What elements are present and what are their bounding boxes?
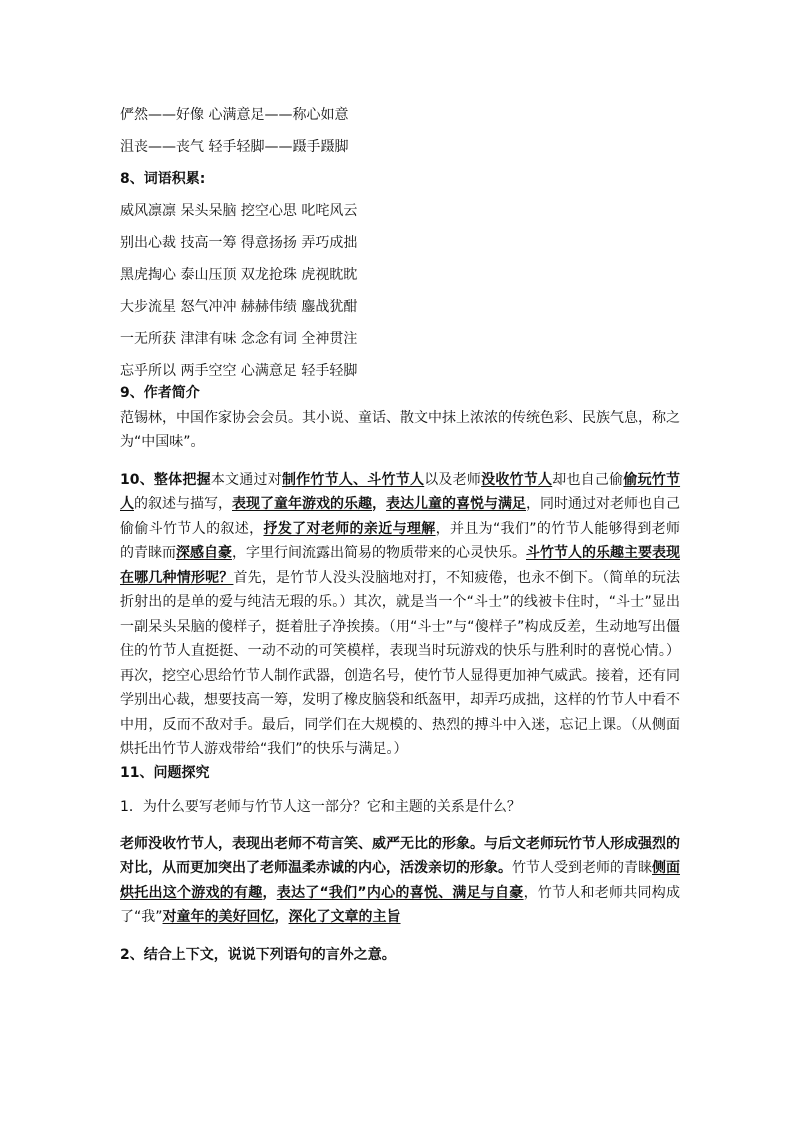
emphasis-run: 深感自豪 (176, 545, 232, 562)
text-run: ，字里行间流露出简易的物质带来的心灵快乐。 (232, 545, 526, 562)
emphasis-run: 表达了“我们”内心的喜悦、满足与自豪 (276, 884, 524, 901)
vocab-row-4: 大步流星 怒气冲冲 赫赫伟绩 鏖战犹酣 (120, 299, 358, 315)
synonym-line-1: 俨然——好像 心满意足——称心如意 (120, 107, 349, 123)
emphasis-run: 表现了童年游戏的乐趣 (232, 496, 372, 513)
document-page (120, 100, 680, 966)
section-11-title: 11、问题探究 (120, 764, 210, 781)
text-run: 本文通过对 (210, 471, 282, 488)
text-run: 老师没收竹节人，表现出老师不苟言笑、威严无比的形象。与后文老师玩竹节人形成强烈的对比，从而更加突出了老师温柔赤诚的内心，活泼亲切的形象。 (120, 835, 680, 877)
emphasis-run: 没收竹节人 (481, 471, 553, 488)
vocab-row-1: 威风凛凛 呆头呆脑 挖空心思 叱咤风云 (120, 203, 358, 219)
emphasis-run: 对童年的美好回忆 (162, 909, 275, 926)
text-run: ，竹节人和老师共同构成了“我” (120, 884, 681, 926)
section-9-title: 9、作者简介 (120, 385, 200, 401)
text-run: ，并且为“我们”的竹节人能够得到老师的青睐而 (120, 520, 681, 562)
synonym-line-2: 沮丧——丧气 轻手轻脚——蹑手蹑脚 (120, 139, 349, 155)
section-10-paragraph (120, 468, 680, 762)
text-run: ， (372, 496, 386, 513)
question-2: 2、结合上下文，说说下列语句的言外之意。 (120, 946, 396, 963)
text-run: 以及老师 (424, 471, 482, 488)
emphasis-run: 表达儿童的喜悦与满足 (386, 496, 526, 513)
vocab-row-5: 一无所获 津津有味 念念有词 全神贯注 (120, 331, 358, 347)
emphasis-run: 深化了文章的主旨 (288, 909, 401, 926)
text-run: ， (274, 909, 289, 926)
vocab-row-6: 忘乎所以 两手空空 心满意足 轻手轻脚 (120, 363, 358, 379)
text-run: 首先，是竹节人没头没脑地对打，不知疲倦，也永不倒下。（简单的玩法折射出的是单的爱与纯洁无瑕的乐。）其次，就是当一个“斗士”的线被卡住时，“斗士”显出一副呆头呆脑的傻样子，挺着肚子净挨揍。（用“斗士”与“傻样子”构成反差，生动地写出僵住的竹节人直挺挺、一动不动的可笑模样，表现当时玩游戏的快乐与胜利时的喜悦心情。）再次，挖空心思给竹节人制作武器，创造名号，使竹节人显得更加神气威武。接着，还有同学别出心裁，想要技高一筹，发明了橡皮脑袋和纸盔甲，却弄巧成拙，这样的竹节人中看不中用，反而不敌对手。最后，同学们在大规模的、热烈的搏斗中入迷，忘记上课。（从侧面烘托出竹节人游戏带给“我们”的快乐与满足。） (120, 569, 680, 758)
emphasis-run: 侧面烘托出这个游戏的有趣 (120, 860, 680, 901)
section-10-title: 10、整体把握 (120, 471, 211, 488)
text-run: 的叙述与描写， (134, 496, 232, 513)
vocab-row-2: 别出心裁 技高一筹 得意扬扬 弄巧成拙 (120, 235, 358, 251)
emphasis-run: 抒发了对老师的亲近与理解 (263, 520, 436, 537)
text-run: ， (262, 884, 277, 901)
emphasis-question: 斗竹节人的乐趣主要表现在哪几种情形呢？ (120, 545, 680, 586)
text-run: 却也自己偷 (552, 471, 624, 488)
question-1: 1．为什么要写老师与竹节人这一部分？它和主题的关系是什么？ (120, 798, 521, 815)
section-8-title: 8、词语积累: (120, 171, 206, 187)
vocab-row-3: 黑虎掏心 泰山压顶 双龙抢珠 虎视眈眈 (120, 267, 358, 283)
emphasis-run: 制作竹节人、斗竹节人 (281, 471, 425, 488)
text-run: ，同时通过对老师也自己偷偷斗竹节人的叙述， (120, 496, 680, 537)
text-run: 竹节人受到老师的青睐 (512, 860, 652, 877)
answer-1-paragraph (120, 832, 680, 930)
emphasis-run: 偷玩竹节人 (120, 471, 681, 513)
author-intro: 范锡林，中国作家协会会员。其小说、童话、散文中抹上浓浓的传统色彩、民族气息，称之为“中国味”。 (120, 410, 680, 451)
